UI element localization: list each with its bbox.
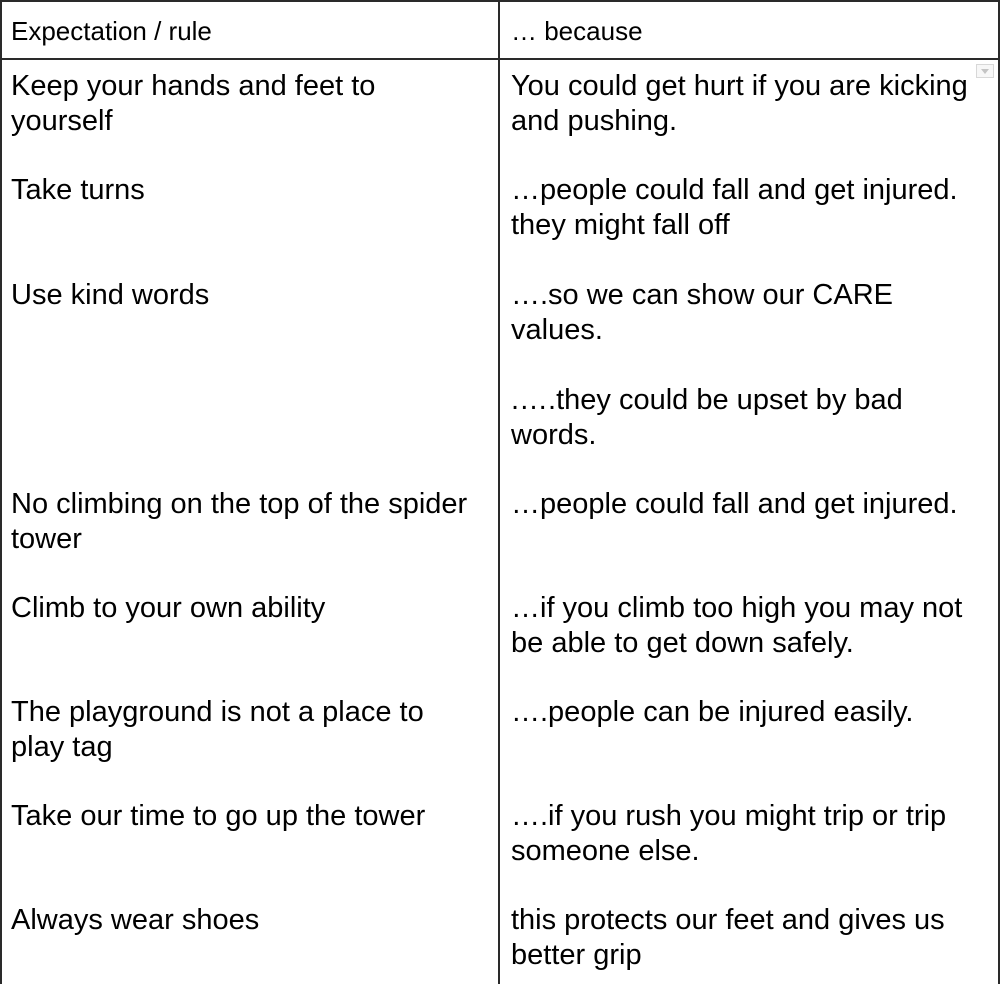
header-because: … because (511, 16, 643, 46)
reason-cell[interactable] (511, 487, 991, 522)
reason-line: ….people can be injured easily. (511, 696, 914, 728)
table-border-top (0, 0, 1000, 2)
reason-line: be able to get down safely. (511, 627, 854, 659)
rule-line: tower (11, 523, 82, 555)
reason-line (511, 348, 991, 383)
reason-line: someone else. (511, 835, 700, 867)
rule-cell[interactable] (11, 903, 495, 938)
reason-cell[interactable] (511, 799, 991, 869)
reason-line: better grip (511, 939, 642, 971)
rule-line: Use kind words (11, 279, 210, 311)
rule-line: yourself (11, 105, 113, 137)
rule-line: Take turns (11, 174, 145, 206)
rule-cell[interactable] (11, 799, 495, 834)
rule-cell[interactable] (11, 278, 495, 313)
rule-line: No climbing on the top of the spider (11, 488, 468, 520)
reason-line: …people could fall and get injured. (511, 174, 958, 206)
reason-cell[interactable] (511, 591, 991, 661)
column-divider (498, 0, 500, 984)
reason-line: ….if you rush you might trip or trip (511, 800, 947, 832)
rule-line: Keep your hands and feet to (11, 70, 376, 102)
reason-line: You could get hurt if you are kicking (511, 70, 968, 102)
rule-line: play tag (11, 731, 113, 763)
rule-cell[interactable] (11, 695, 495, 765)
reason-line: and pushing. (511, 105, 678, 137)
reason-line: this protects our feet and gives us (511, 904, 945, 936)
reason-line: values. (511, 314, 603, 346)
rule-cell[interactable] (11, 173, 495, 208)
header-divider (0, 58, 1000, 60)
reason-line: …people could fall and get injured. (511, 488, 958, 520)
reason-line: ….so we can show our CARE (511, 279, 893, 311)
reason-line: .….they could be upset by bad (511, 384, 903, 416)
reason-cell[interactable] (511, 173, 991, 243)
reason-cell[interactable] (511, 695, 991, 730)
table-border-left (0, 0, 2, 984)
rule-cell[interactable] (11, 487, 495, 557)
reason-line: …if you climb too high you may not (511, 592, 963, 624)
reason-line: they might fall off (511, 209, 730, 241)
rule-line: Always wear shoes (11, 904, 260, 936)
rule-line: The playground is not a place to (11, 696, 424, 728)
rule-cell[interactable] (11, 69, 495, 139)
header-expectation-rule: Expectation / rule (11, 16, 212, 46)
rule-line: Climb to your own ability (11, 592, 326, 624)
reason-line: words. (511, 419, 597, 451)
reason-cell[interactable] (511, 69, 991, 139)
rule-cell[interactable] (11, 591, 495, 626)
reason-cell[interactable] (511, 278, 991, 453)
rule-line: Take our time to go up the tower (11, 800, 426, 832)
reason-cell[interactable] (511, 903, 991, 973)
